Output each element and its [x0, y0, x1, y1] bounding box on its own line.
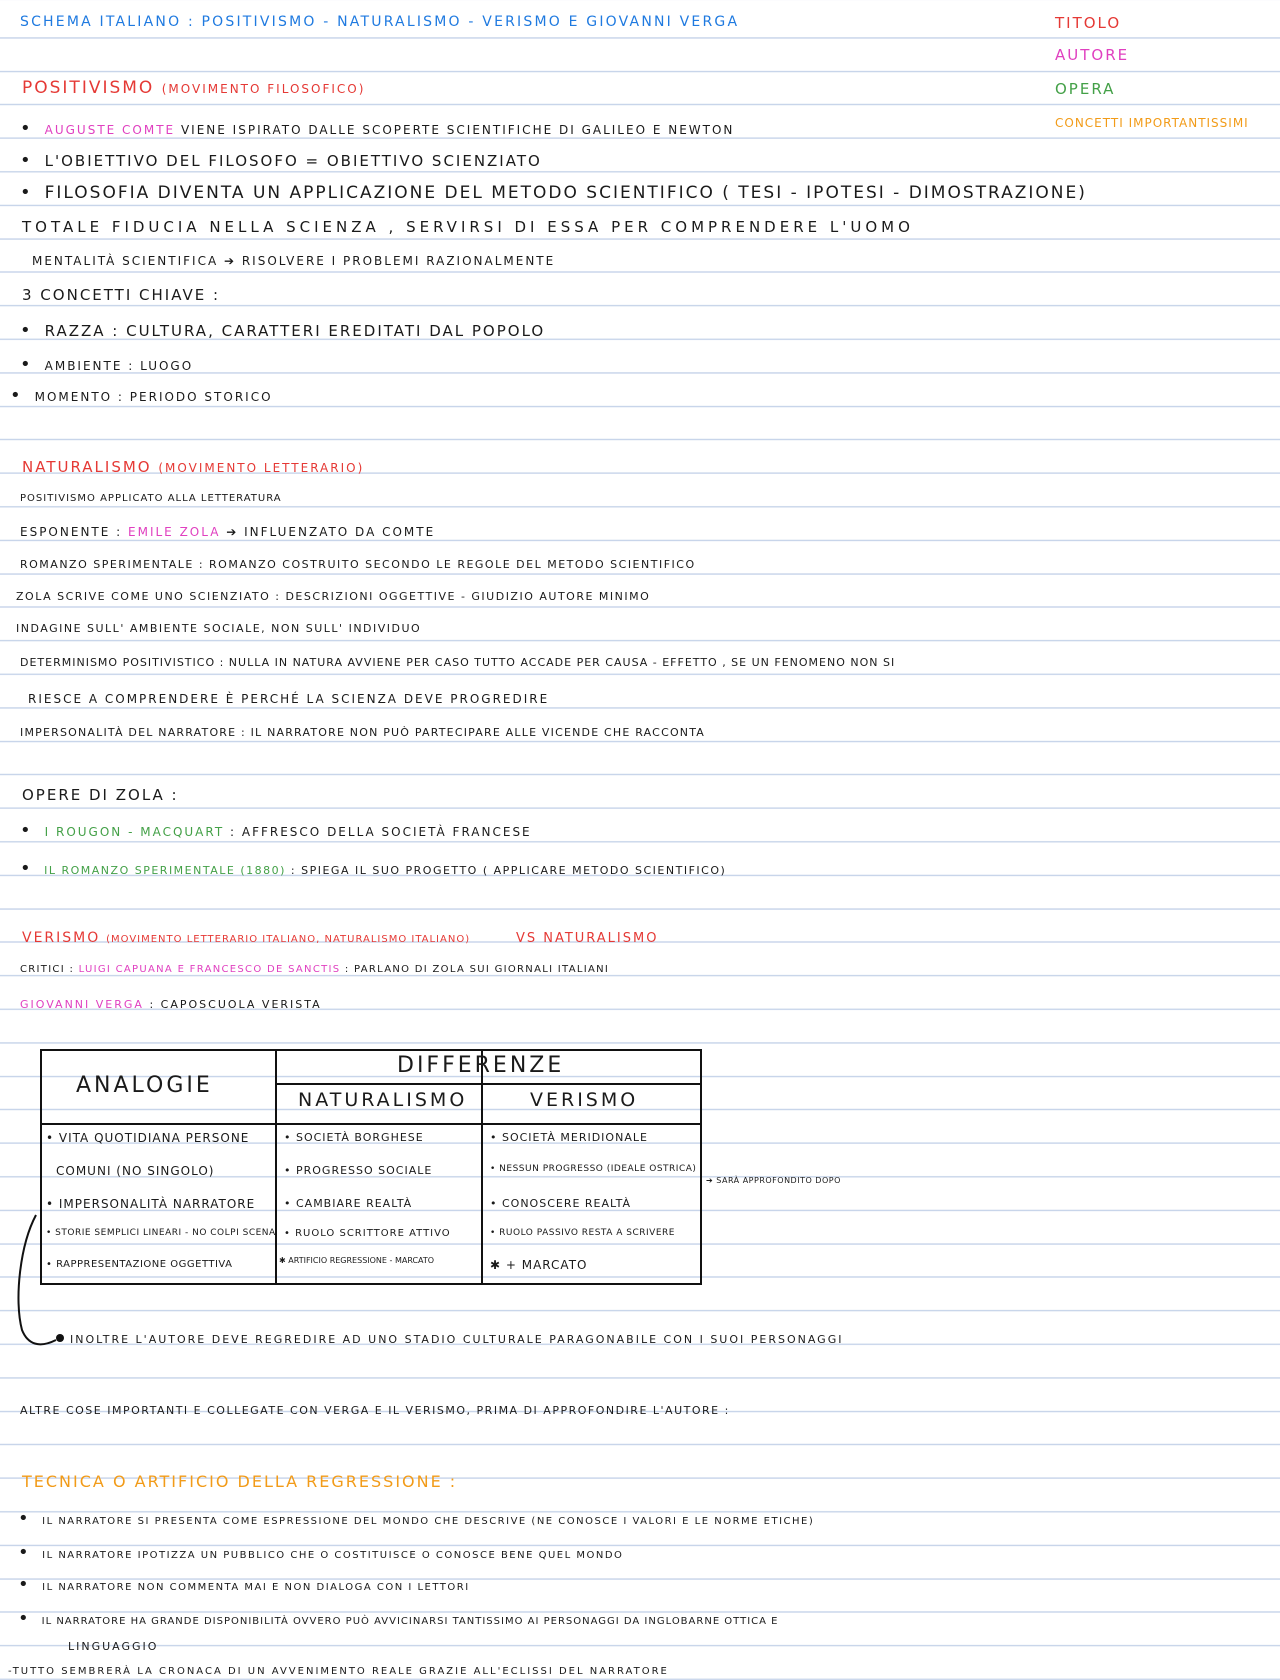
positivismo-note: (MOVIMENTO FILOSOFICO)	[161, 82, 366, 96]
critici-post: : PARLANO DI ZOLA SUI GIORNALI ITALIANI	[344, 964, 610, 975]
naturalismo-5: ✱ ARTIFICIO REGRESSIONE - MARCATO	[279, 1256, 435, 1265]
analogia-2: • IMPERSONALITÀ NARRATORE	[46, 1197, 256, 1211]
inoltre-line: INOLTRE L'AUTORE DEVE REGREDIRE AD UNO STADIO CULTURALE PARAGONABILE CON I SUOI PERSONAGGI	[70, 1333, 844, 1346]
regressione-3-text: IL NARRATORE NON COMMENTA MAI E NON DIALOGA CON I LETTORI	[42, 1582, 470, 1593]
opera-romanzo-sperimentale: IL ROMANZO SPERIMENTALE (1880)	[44, 864, 286, 877]
naturalismo-line-8: IMPERSONALITÀ DEL NARRATORE : IL NARRATORE NON PUÒ PARTECIPARE ALLE VICENDE CHE RACCONTA	[20, 726, 706, 739]
naturalismo-line-6: DETERMINISMO POSITIVISTICO : NULLA IN NATURA AVVIENE PER CASO TUTTO ACCADE PER CAUSA - EFFETTO , SE UN FENOMENO NON SI	[20, 656, 896, 669]
verismo-3: • CONOSCERE REALTÀ	[490, 1197, 632, 1210]
differenze-header: DIFFERENZE	[397, 1053, 565, 1078]
positivismo-line-2-text: L'OBIETTIVO DEL FILOSOFO = OBIETTIVO SCIENZIATO	[44, 152, 542, 170]
naturalismo-line-3: ROMANZO SPERIMENTALE : ROMANZO COSTRUITO SECONDO LE REGOLE DEL METODO SCIENTIFICO	[20, 558, 696, 571]
naturalismo-line-7: RIESCE A COMPRENDERE È PERCHÉ LA SCIENZA DEVE PROGREDIRE	[28, 692, 550, 706]
regressione-2: • IL NARRATORE IPOTIZZA UN PUBBLICO CHE O COSTITUISCE O CONOSCE BENE QUEL MONDO	[18, 1542, 624, 1563]
opere-zola-1: • I ROUGON - MACQUART : AFFRESCO DELLA SOCIETÀ FRANCESE	[20, 820, 532, 841]
analogia-4: • RAPPRESENTAZIONE OGGETTIVA	[46, 1259, 233, 1270]
comparison-table	[40, 1049, 702, 1285]
analogia-1b: COMUNI (NO SINGOLO)	[56, 1164, 215, 1178]
legend-titolo: TITOLO	[1055, 14, 1122, 32]
naturalismo-title: NATURALISMO	[22, 458, 152, 476]
verismo-1: • SOCIETÀ MERIDIONALE	[490, 1131, 648, 1144]
naturalismo-4: • RUOLO SCRITTORE ATTIVO	[284, 1228, 451, 1239]
verismo-note: (MOVIMENTO LETTERARIO ITALIANO, NATURALISMO ITALIANO)	[106, 934, 471, 945]
tutto-line: -TUTTO SEMBRERÀ LA CRONACA DI UN AVVENIMENTO REALE GRAZIE ALL'ECLISSI DEL NARRATORE	[8, 1666, 669, 1677]
regressione-1-text: IL NARRATORE SI PRESENTA COME ESPRESSIONE DEL MONDO CHE DESCRIVE (NE CONOSCE I VALORI E LE NORME ETICHE)	[42, 1516, 815, 1527]
table-divider-sub	[275, 1083, 700, 1085]
regressione-4-cont: LINGUAGGIO	[68, 1640, 159, 1653]
naturalismo-header: NATURALISMO	[298, 1089, 468, 1111]
positivismo-line-9: • MOMENTO : PERIODO STORICO	[10, 385, 273, 406]
opera-rougon: I ROUGON - MACQUART	[44, 825, 225, 839]
verismo-heading	[22, 930, 658, 946]
legend-opera: OPERA	[1055, 80, 1116, 98]
positivismo-heading	[22, 78, 365, 98]
positivismo-line-8: • AMBIENTE : LUOGO	[20, 354, 194, 375]
positivismo-title: POSITIVISMO	[22, 78, 155, 98]
regressione-heading: TECNICA O ARTIFICIO DELLA REGRESSIONE :	[22, 1472, 458, 1491]
legend-concetti: CONCETTI IMPORTANTISSIMI	[1055, 116, 1249, 130]
author-capuana: LUIGI CAPUANA	[78, 964, 174, 975]
regressione-1: • IL NARRATORE SI PRESENTA COME ESPRESSIONE DEL MONDO CHE DESCRIVE (NE CONOSCE I VALORI E LE NORME ETICHE)	[18, 1508, 815, 1529]
naturalismo-3: • CAMBIARE REALTÀ	[284, 1197, 413, 1210]
positivismo-line-2: • L'OBIETTIVO DEL FILOSOFO = OBIETTIVO SCIENZIATO	[20, 150, 542, 171]
analogia-1: • VITA QUOTIDIANA PERSONE	[46, 1131, 250, 1145]
verismo-verga	[20, 998, 322, 1011]
positivismo-line-8-text: AMBIENTE : LUOGO	[44, 359, 194, 373]
verismo-title: VERISMO	[22, 930, 101, 946]
naturalismo-2: • PROGRESSO SOCIALE	[284, 1164, 433, 1177]
altre-line: ALTRE COSE IMPORTANTI E COLLEGATE CON VERGA E IL VERISMO, PRIMA DI APPROFONDIRE L'AUTORE :	[20, 1404, 730, 1417]
positivismo-line-1: • AUGUSTE COMTE VIENE ISPIRATO DALLE SCOPERTE SCIENTIFICHE DI GALILEO E NEWTON	[20, 118, 735, 139]
positivismo-line-3: • FILOSOFIA DIVENTA UN APPLICAZIONE DEL METODO SCIENTIFICO ( TESI - IPOTESI - DIMOSTRAZIONE)	[20, 182, 1087, 203]
naturalismo-heading	[22, 458, 364, 476]
verismo-4: • RUOLO PASSIVO RESTA A SCRIVERE	[490, 1228, 675, 1238]
table-side-note: ➔ SARÀ APPROFONDITO DOPO	[706, 1176, 841, 1185]
regressione-4-text: IL NARRATORE HA GRANDE DISPONIBILITÀ OVVERO PUÒ AVVICINARSI TANTISSIMO AI PERSONAGGI DA INGLOBARNE OTTICA E	[41, 1616, 779, 1627]
legend-autore: AUTORE	[1055, 46, 1130, 64]
positivismo-line-5: MENTALITÀ SCIENTIFICA ➔ RISOLVERE I PROBLEMI RAZIONALMENTE	[32, 254, 556, 268]
regressione-3: • IL NARRATORE NON COMMENTA MAI E NON DIALOGA CON I LETTORI	[18, 1574, 470, 1595]
naturalismo-1: • SOCIETÀ BORGHESE	[284, 1131, 424, 1144]
author-zola: EMILE ZOLA	[128, 525, 221, 539]
analogia-3: • STORIE SEMPLICI LINEARI - NO COLPI SCENA	[46, 1228, 276, 1238]
naturalismo-line-1: POSITIVISMO APPLICATO ALLA LETTERATURA	[20, 493, 282, 504]
naturalismo-line-2-post: ➔ INFLUENZATO DA COMTE	[226, 525, 436, 539]
regressione-4: • IL NARRATORE HA GRANDE DISPONIBILITÀ OVVERO PUÒ AVVICINARSI TANTISSIMO AI PERSONAGGI DA INGLOBARNE OTTICA E	[18, 1608, 779, 1629]
page-title: SCHEMA ITALIANO : POSITIVISMO - NATURALISMO - VERISMO E GIOVANNI VERGA	[20, 14, 740, 30]
opere-zola-2-rest: : SPIEGA IL SUO PROGETTO ( APPLICARE METODO SCIENTIFICO)	[290, 864, 727, 877]
positivismo-line-4: TOTALE FIDUCIA NELLA SCIENZA , SERVIRSI DI ESSA PER COMPRENDERE L'UOMO	[22, 218, 914, 236]
author-comte: AUGUSTE COMTE	[44, 123, 176, 137]
naturalismo-line-2-pre: ESPONENTE :	[20, 525, 123, 539]
naturalismo-note: (MOVIMENTO LETTERARIO)	[158, 461, 365, 475]
verismo-2: • NESSUN PROGRESSO (IDEALE OSTRICA)	[490, 1164, 697, 1174]
critici-pre: CRITICI :	[20, 964, 75, 975]
table-divider-1	[275, 1051, 277, 1283]
table-divider-2	[481, 1051, 483, 1283]
opere-zola-1-rest: : AFFRESCO DELLA SOCIETÀ FRANCESE	[230, 825, 532, 839]
positivismo-line-7: • RAZZA : CULTURA, CARATTERI EREDITATI DAL POPOLO	[20, 320, 546, 341]
opere-zola-heading: OPERE DI ZOLA :	[22, 786, 179, 804]
naturalismo-line-2	[20, 525, 435, 539]
positivismo-line-9-text: MOMENTO : PERIODO STORICO	[34, 390, 273, 404]
verismo-5: ✱ + MARCATO	[490, 1258, 588, 1272]
positivismo-line-1-text: VIENE ISPIRATO DALLE SCOPERTE SCIENTIFICHE DI GALILEO E NEWTON	[180, 123, 735, 137]
naturalismo-line-4: ZOLA SCRIVE COME UNO SCIENZIATO : DESCRIZIONI OGGETTIVE - GIUDIZIO AUTORE MINIMO	[16, 590, 651, 603]
regressione-2-text: IL NARRATORE IPOTIZZA UN PUBBLICO CHE O COSTITUISCE O CONOSCE BENE QUEL MONDO	[42, 1550, 624, 1561]
author-de-sanctis: FRANCESCO DE SANCTIS	[189, 964, 341, 975]
table-divider-header	[42, 1123, 700, 1125]
author-verga: GIOVANNI VERGA	[20, 998, 144, 1011]
verismo-critici	[20, 964, 609, 975]
positivismo-line-6: 3 CONCETTI CHIAVE :	[22, 286, 221, 304]
positivismo-line-3-text: FILOSOFIA DIVENTA UN APPLICAZIONE DEL METODO SCIENTIFICO ( TESI - IPOTESI - DIMOSTRAZIONE)	[44, 183, 1087, 203]
verismo-header: VERISMO	[530, 1089, 639, 1111]
positivismo-line-7-text: RAZZA : CULTURA, CARATTERI EREDITATI DAL POPOLO	[44, 322, 546, 340]
analogie-header: ANALOGIE	[76, 1073, 213, 1098]
naturalismo-line-5: INDAGINE SULL' AMBIENTE SOCIALE, NON SULL' INDIVIDUO	[16, 622, 422, 635]
verismo-vs: VS NATURALISMO	[515, 931, 659, 946]
verga-post: : CAPOSCUOLA VERISTA	[149, 998, 322, 1011]
opere-zola-2: • IL ROMANZO SPERIMENTALE (1880) : SPIEGA IL SUO PROGETTO ( APPLICARE METODO SCIENTIFICO)	[20, 858, 727, 879]
critici-and: E	[177, 964, 186, 975]
